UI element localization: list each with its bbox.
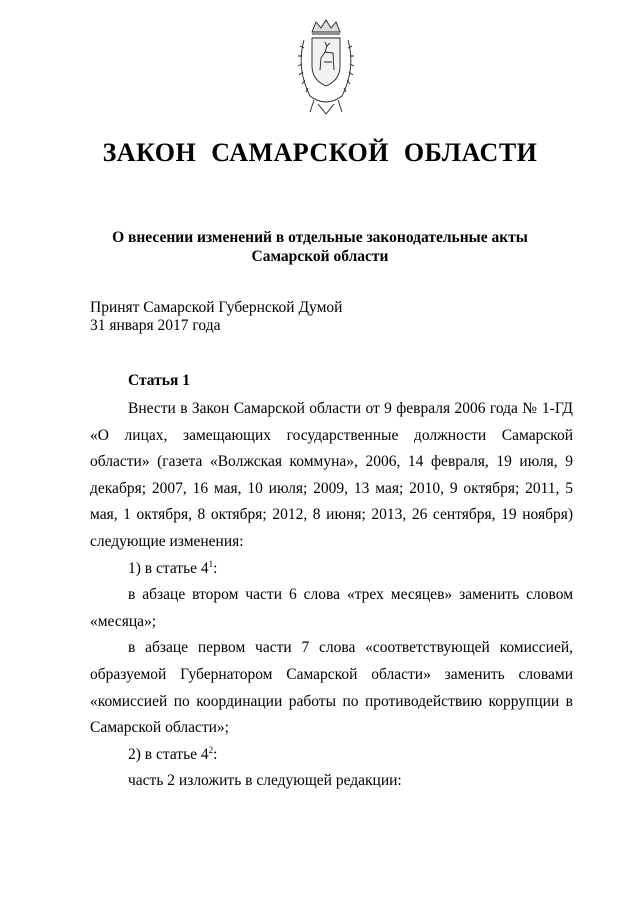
item-1-colon: :: [213, 559, 218, 577]
item-2-superscript: 2: [208, 744, 214, 755]
item-2-paragraph-1: часть 2 изложить в следующей редакции:: [128, 772, 402, 790]
item-1-superscript: 1: [208, 558, 214, 569]
item-1-paragraph-1: в абзаце втором части 6 слова «трех месяцев» заменить словом «месяца»;: [90, 586, 573, 630]
article-intro-paragraph: Внести в Закон Самарской области от 9 февраля 2006 года № 1-ГД «О лицах, замещающих государственные должности Самарской области» (газета «Волжская коммуна», 2006, 14 февраля, 19 июля, 9 декабря; 2007, 16 мая, 10 июля; 2009, 13 мая; 2010, 9 октября; 2011, 5 мая, 1 октября, 8 октября; 2012, 8 июня; 2013, 26 сентября, 19 ноября) следующие изменения:: [90, 400, 573, 550]
article-body: [90, 396, 573, 795]
adoption-info: [90, 299, 342, 335]
subtitle-line-2: Самарской области: [251, 248, 389, 265]
article-heading: Статья 1: [128, 372, 190, 389]
item-1-label: 1) в статье 4: [128, 559, 209, 577]
subtitle-line-1: О внесении изменений в отдельные законодательные акты: [112, 229, 528, 246]
coat-of-arms-icon: [290, 18, 362, 118]
item-2-heading: [90, 742, 573, 769]
item-2-colon: :: [213, 745, 218, 763]
item-1-heading: [90, 556, 573, 583]
adoption-date: 31 января 2017 года: [90, 317, 221, 334]
law-subtitle: [80, 228, 560, 266]
item-1-paragraph-2: в абзаце первом части 7 слова «соответствующей комиссией, образуемой Губернатором Самарской области» заменить словами «комиссией по координации работы по противодействию коррупции в Самарской области»;: [90, 639, 573, 737]
document-title: ЗАКОН САМАРСКОЙ ОБЛАСТИ: [102, 138, 538, 167]
adopted-by: Принят Самарской Губернской Думой: [90, 299, 343, 316]
item-2-label: 2) в статье 4: [128, 745, 209, 763]
